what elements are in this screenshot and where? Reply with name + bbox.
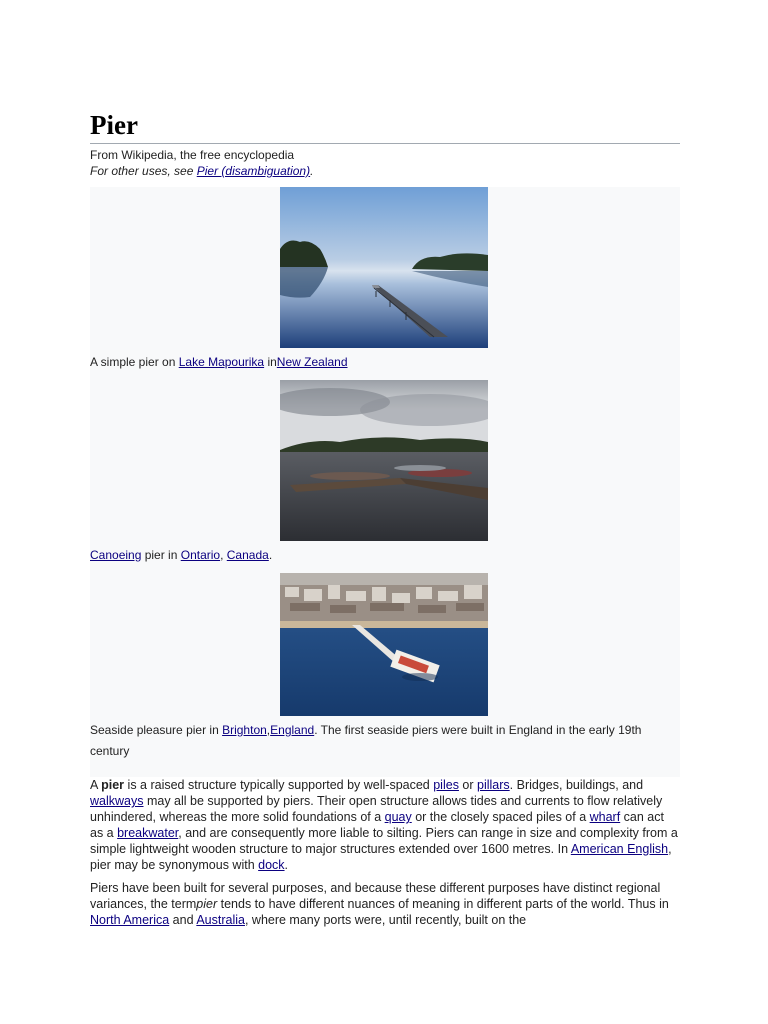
canada-link[interactable]: Canada <box>226 548 269 562</box>
new-zealand-link[interactable]: New Zealand <box>276 355 348 369</box>
site-tagline: From Wikipedia, the free encyclopedia <box>90 148 295 162</box>
hatnote-suffix: . <box>310 164 314 178</box>
intro-paragraph <box>90 777 680 873</box>
caption-text: , <box>266 723 271 737</box>
gallery-figure <box>90 573 680 762</box>
text-run: , pier may be synonymous with <box>90 842 672 872</box>
caption-text: A simple pier on <box>90 355 179 369</box>
text-run: tends to have different nuances of meaning in different parts of the world. Thus in <box>217 897 669 911</box>
pillars-link[interactable]: pillars <box>477 778 510 792</box>
caption-text: , <box>220 548 227 562</box>
caption-text: pier in <box>141 548 181 562</box>
lake-mapourika-link[interactable]: Lake Mapourika <box>178 355 265 369</box>
hatnote-prefix: For other uses, see <box>90 164 197 178</box>
text-run: , where many ports were, until recently, built on the <box>244 913 527 927</box>
australia-link[interactable]: Australia <box>196 913 245 927</box>
text-run: . Bridges, buildings, and <box>509 778 644 792</box>
caption-text: in <box>264 355 277 369</box>
gallery-figure <box>90 187 680 373</box>
ontario-link[interactable]: Ontario <box>180 548 221 562</box>
brighton-pier-image[interactable] <box>280 573 488 716</box>
quay-link[interactable]: quay <box>384 810 412 824</box>
north-america-link[interactable]: North America <box>90 913 170 927</box>
figure-caption <box>90 720 680 762</box>
figure-caption <box>90 352 680 373</box>
walkways-link[interactable]: walkways <box>90 794 144 808</box>
brighton-link[interactable]: Brighton <box>222 723 267 737</box>
article-page <box>90 108 680 935</box>
image-gallery <box>90 187 680 777</box>
breakwater-link[interactable]: breakwater <box>117 826 179 840</box>
text-run: Piers have been built for several purposes, and because these different purposes have distinct regional variances, the term <box>90 881 661 911</box>
lake-pier-image[interactable] <box>280 187 488 348</box>
figure-caption <box>90 545 680 566</box>
text-run: may all be supported by piers. Their open structure allows tides and currents to flow relatively unhindered, whereas the more solid foundations of a <box>90 794 663 824</box>
england-link[interactable]: England <box>270 723 315 737</box>
bold-term: pier <box>101 778 125 792</box>
caption-text: Seaside pleasure pier in <box>90 723 223 737</box>
canoe-pier-image[interactable] <box>280 380 488 541</box>
text-run: A <box>90 778 102 792</box>
page-title: Pier <box>90 108 680 144</box>
gallery-figure <box>90 380 680 566</box>
text-run: can act as a <box>90 810 664 840</box>
dock-link[interactable]: dock <box>258 858 285 872</box>
text-run: , and are consequently more liable to silting. Piers can range in size and complexity from a simple lightweight wooden structure to major structures extended over 1600 metres. In <box>90 826 678 856</box>
text-run: or <box>458 778 478 792</box>
second-paragraph <box>90 880 680 928</box>
text-run: is a raised structure typically supported by well-spaced <box>124 778 434 792</box>
italic-term: pier <box>196 897 218 911</box>
wharf-link[interactable]: wharf <box>589 810 621 824</box>
piles-link[interactable]: piles <box>433 778 459 792</box>
text-run: and <box>169 913 197 927</box>
text-run: or the closely spaced piles of a <box>411 810 590 824</box>
text-run: . <box>284 858 289 872</box>
disambiguation-link[interactable]: Pier (disambiguation) <box>196 164 311 178</box>
caption-text: . <box>268 548 273 562</box>
caption-text: . The first seaside piers were built in England in the early 19th century <box>90 723 642 758</box>
hatnote <box>90 163 680 179</box>
american-english-link[interactable]: American English <box>570 842 669 856</box>
canoeing-link[interactable]: Canoeing <box>90 548 142 562</box>
